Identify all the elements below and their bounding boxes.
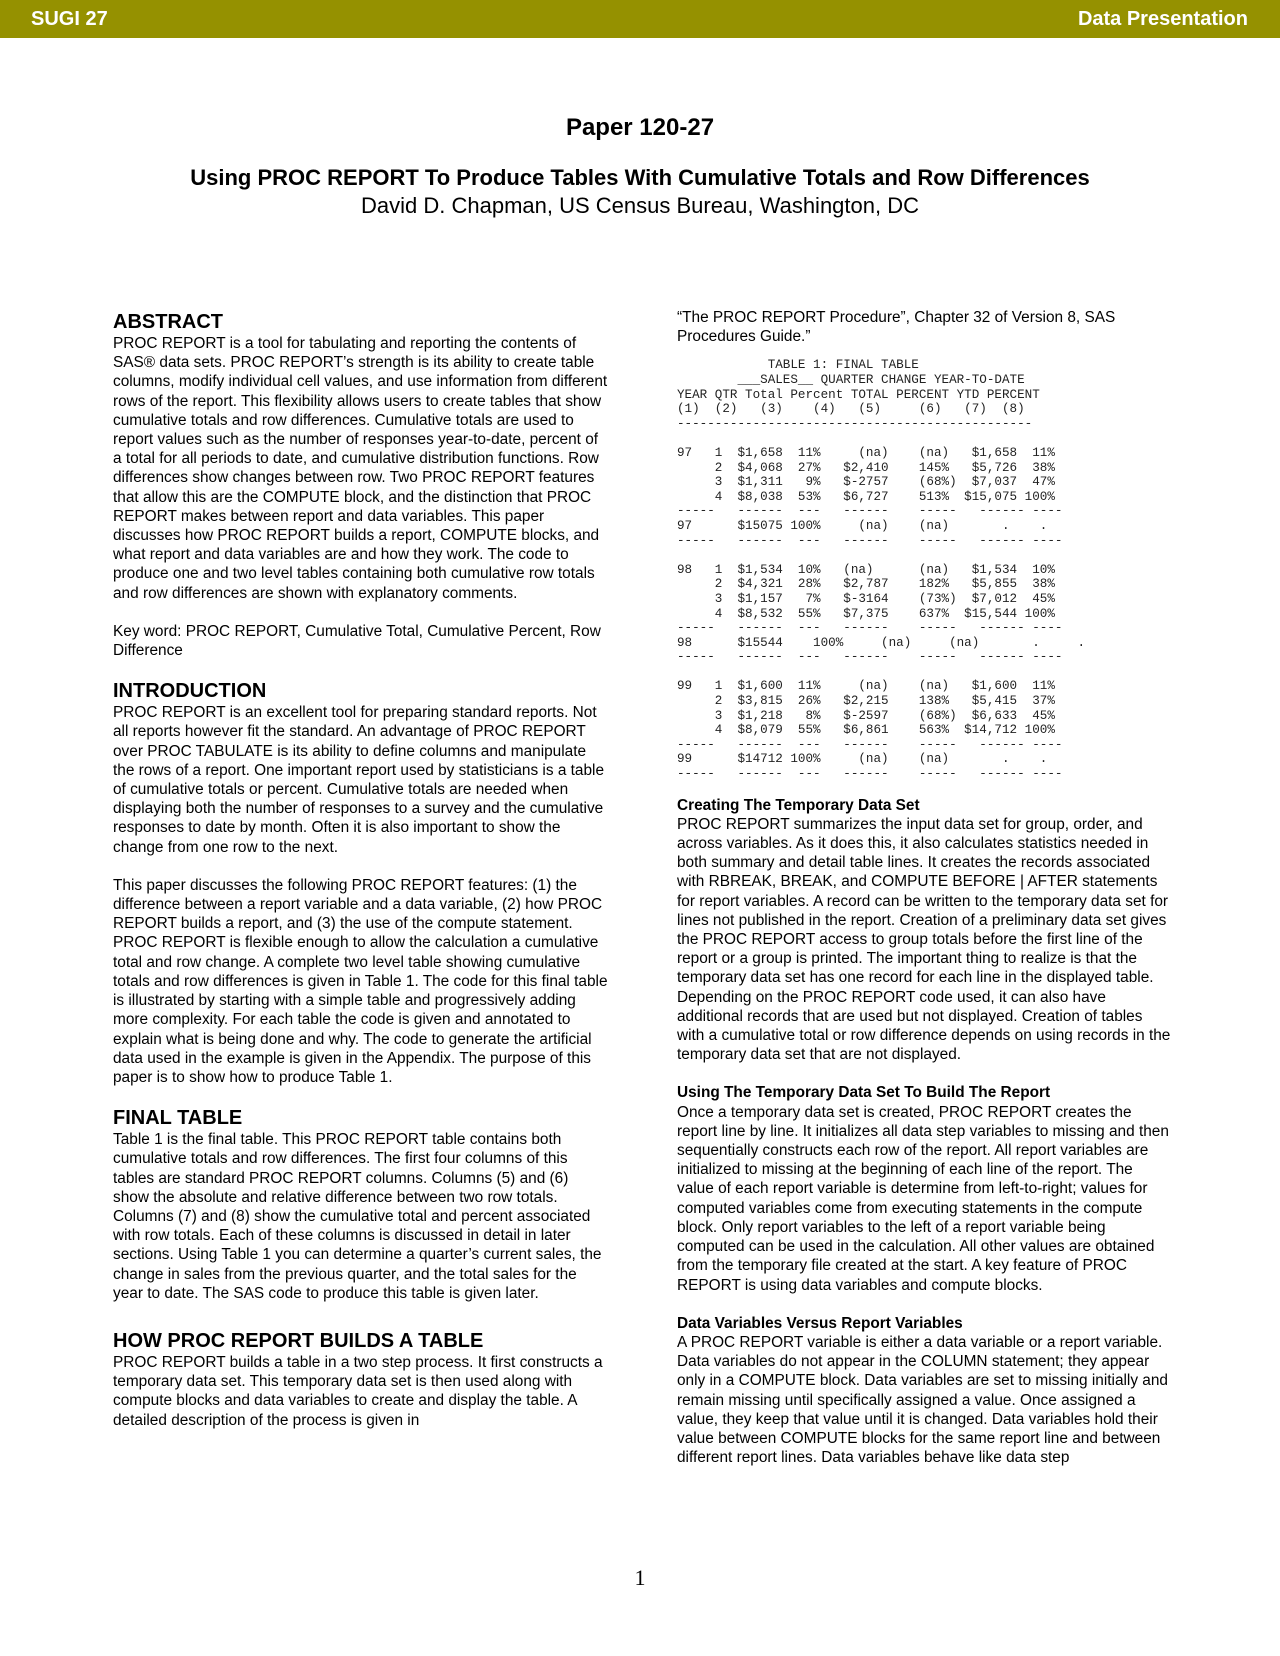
table-line: ----------------------------------------------- [677,416,1033,431]
page-number: 1 [634,1565,646,1590]
table-line [677,665,1172,680]
table-line: ----- ------ --- ------ ----- ------ ---- [677,504,1063,519]
datavars-heading: Data Variables Versus Report Variables [677,1314,963,1332]
table-line: ----- ------ --- ------ ----- ------ ---- [677,767,1063,782]
right-column [677,308,1172,1467]
table-line: 3 $1,311 9% $-2757 (68%) $7,037 47% [677,475,1055,490]
table-line: TABLE 1: FINAL TABLE [677,358,919,373]
table-line: 4 $8,038 53% $6,727 513% $15,075 100% [677,489,1055,504]
table-line: 2 $3,815 26% $2,215 138% $5,415 37% [677,694,1055,709]
table-line: 97 $15075 100% (na) (na) . . [677,518,1048,533]
table-line: ----- ------ --- ------ ----- ------ ---- [677,650,1063,665]
paper-author: David D. Chapman, US Census Bureau, Washington, DC [361,193,919,218]
creating-heading: Creating The Temporary Data Set [677,796,920,814]
table-line: 2 $4,068 27% $2,410 145% $5,726 38% [677,460,1055,475]
datavars-section [677,1314,1172,1468]
table-line: 3 $1,218 8% $-2597 (68%) $6,633 45% [677,708,1055,723]
final-table-section [113,1106,608,1303]
table-line: 98 1 $1,534 10% (na) (na) $1,534 10% [677,562,1055,577]
conference-label: SUGI 27 [31,8,108,30]
table-line [677,548,1172,563]
using-paragraph: Once a temporary data set is created, PROC REPORT creates the report line by line. It initializes all data step variables to missing and then sequentially constructs each row of the report. All report variables are initialized to missing at the beginning of each line of the report. The value of each report variable is determine from left-to-right; values for computed variables come from executing statements in the compute block. Only report variables to the left of a report variable being computed can be used in the calculation. All other values are obtained from the temporary file created at the start. A key feature of PROC REPORT is using data variables and compute blocks. [677,1103,1169,1294]
introduction-paragraph-1: PROC REPORT is an excellent tool for preparing standard reports. Not all reports however fit the standard. An advantage of PROC REPORT over PROC TABULATE is its ability to define columns and manipulate the rows of a report. One important report used by statisticians is a table of cumulative totals or percent. Cumulative totals are needed when displaying both the number of responses to a survey and the cumulative responses to date by month. Often it is also important to show the change from one row to the next. [113,704,605,856]
table-line: (1) (2) (3) (4) (5) (6) (7) (8) [677,402,1025,417]
table-line: ___SALES__ QUARTER CHANGE YEAR-TO-DATE [677,373,1025,387]
how-builds-section [113,1329,608,1430]
table-line: ----- ------ --- ------ ----- ------ ---- [677,621,1063,636]
table-line: 4 $8,532 55% $7,375 637% $15,544 100% [677,606,1055,621]
left-column [113,310,608,1430]
using-heading: Using The Temporary Data Set To Build The Report [677,1084,1051,1102]
paper-number: Paper 120-27 [565,114,715,141]
creating-section [677,796,1172,1065]
paper-title: Using PROC REPORT To Produce Tables With Cumulative Totals and Row Differences [190,165,1090,190]
datavars-paragraph: A PROC REPORT variable is either a data variable or a report variable. Data variables do not appear in the COLUMN statement; they appear only in a COMPUTE block. Data variables are set to missing initially and remain missing until specifically assigned a value. Once assigned a value, they keep that value until it is changed. Data variables hold their value between COMPUTE blocks for the same report line and between different report lines. Data variables behave like data step [677,1333,1168,1467]
final-table-paragraph: Table 1 is the final table. This PROC REPORT table contains both cumulative totals and row differences. The first four columns of this tables are standard PROC REPORT columns. Columns (5) and (6) show the absolute and relative difference between two row totals. Columns (7) and (8) show the cumulative total and percent associated with row totals. Each of these columns is discussed in detail in later sections. Using Table 1 you can determine a quarter’s current sales, the change in sales from the previous quarter, and the total sales for the year to date. The SAS code to produce this table is given later. [113,1131,602,1302]
table-line: YEAR QTR Total Percent TOTAL PERCENT YTD PERCENT [677,387,1040,402]
how-builds-paragraph: PROC REPORT builds a table in a two step process. It first constructs a temporary data set. This temporary data set is then used along with compute blocks and data variables to create and display the table. A detailed description of the process is given in [113,1353,603,1429]
abstract-section [113,310,608,660]
section-label: Data Presentation [1077,8,1248,30]
using-section [677,1083,1172,1294]
abstract-heading: ABSTRACT [113,311,223,333]
final-table-listing [677,358,1172,781]
table-line: 3 $1,157 7% $-3164 (73%) $7,012 45% [677,591,1055,606]
table-line: 2 $4,321 28% $2,787 182% $5,855 38% [677,577,1055,592]
table-line: 99 $14712 100% (na) (na) . . [677,752,1048,767]
table-line: 97 1 $1,658 11% (na) (na) $1,658 11% [677,445,1055,460]
introduction-heading: INTRODUCTION [113,680,267,703]
abstract-keywords: Key word: PROC REPORT, Cumulative Total, Cumulative Percent, Row Difference [113,622,601,660]
table-line: ----- ------ --- ------ ----- ------ ---- [677,533,1063,548]
final-table-heading: FINAL TABLE [113,1107,243,1130]
table-line: 99 1 $1,600 11% (na) (na) $1,600 11% [677,679,1055,694]
header-bar [0,0,1280,38]
table-line: 4 $8,079 55% $6,861 563% $14,712 100% [677,723,1055,738]
table-line: 98 $15544 100% (na) (na) . . [677,635,1086,650]
introduction-section [113,679,608,1087]
abstract-paragraph-1: PROC REPORT is a tool for tabulating and reporting the contents of SAS® data sets. PROC REPORT’s strength is its ability to create table columns, modify individual cell values, and use information from different rows of the report. This flexibility allows users to create tables that show cumulative totals and row differences. Cumulative totals are used to report values such as the number of responses year-to-date, percent of a total for all periods to date, and cumulative distribution functions. Row differences show changes between row. Two PROC REPORT features that allow this are the COMPUTE block, and the distinction that PROC REPORT makes between report and data variables. This paper discusses how PROC REPORT builds a report, COMPUTE blocks, and what report and data variables are and how they work. The code to produce one and two level tables containing both cumulative row totals and row differences are shown with explanatory comments. [113,335,608,602]
table-line: ----- ------ --- ------ ----- ------ ---- [677,737,1063,752]
introduction-paragraph-2: This paper discusses the following PROC REPORT features: (1) the difference between a report variable and a data variable, (2) how PROC REPORT builds a report, and (3) the use of the compute statement. PROC REPORT is flexible enough to allow the calculation a cumulative total and row change. A complete two level table showing cumulative totals and row differences is given in Table 1. The code for this final table is illustrated by starting with a simple table and progressively adding more complexity. For each table the code is given and annotated to explain what is being done and why. The code to generate the artificial data used in the example is given in the Appendix. The purpose of this paper is to show how to produce Table 1. [113,876,608,1086]
how-builds-heading: HOW PROC REPORT BUILDS A TABLE [113,1329,484,1352]
creating-paragraph: PROC REPORT summarizes the input data set for group, order, and across variables. As it does this, it also calculates statistics needed in both summary and detail table lines. It creates the records associated with RBREAK, BREAK, and COMPUTE BEFORE | AFTER statements for report variables. A record can be written to the temporary data set for lines not published in the report. Creation of a preliminary data set gives the PROC REPORT access to group totals before the first line of the report or a group is printed. The important thing to realize is that the temporary data set has one record for each line in the displayed table. Depending on the PROC REPORT code used, it can also have additional records that are used but not displayed. Creation of tables with a cumulative total or row difference depends on using records in the temporary data set that are not displayed. [677,815,1171,1064]
table-line [677,431,1172,446]
continued-text: “The PROC REPORT Procedure”, Chapter 32 of Version 8, SAS Procedures Guide.” [677,309,1116,346]
